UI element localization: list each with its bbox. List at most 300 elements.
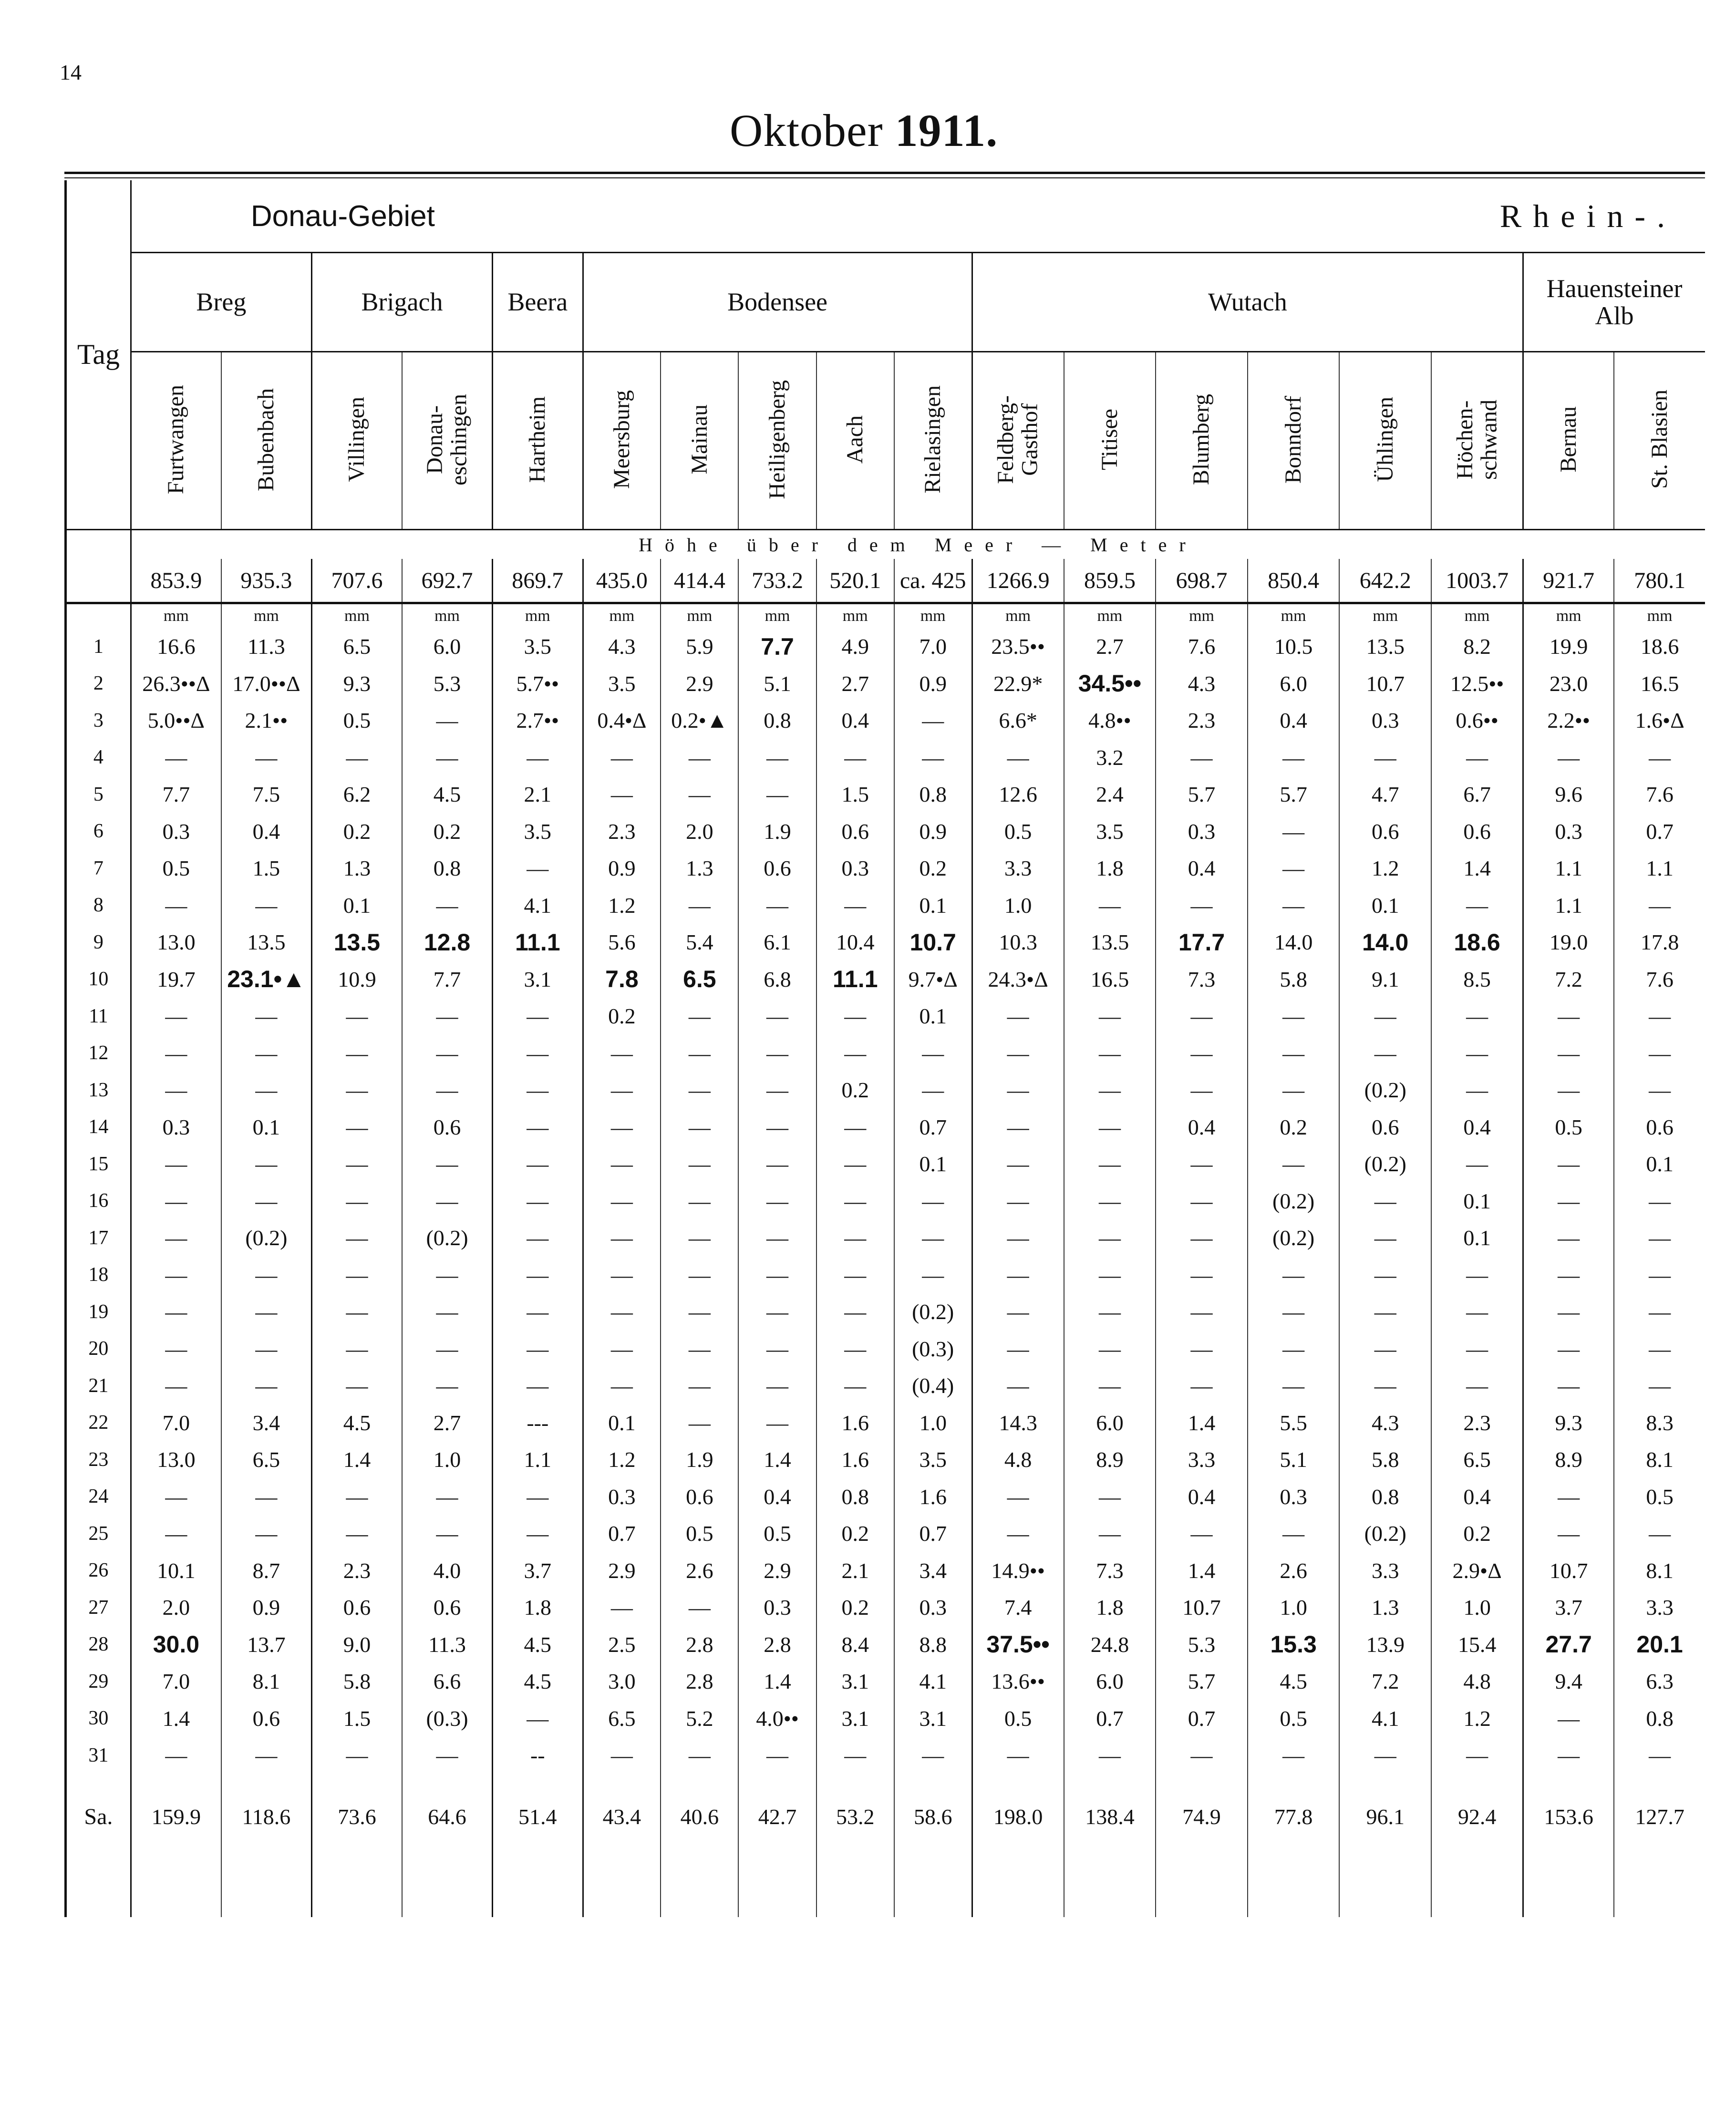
precip-value: 9.0 xyxy=(311,1626,402,1663)
sum-value: 198.0 xyxy=(972,1793,1064,1841)
precip-value: — xyxy=(738,1183,816,1220)
precip-value: 1.3 xyxy=(311,850,402,887)
precip-value: — xyxy=(221,1515,312,1552)
precip-value: — xyxy=(972,1478,1064,1516)
precip-value: — xyxy=(1248,887,1340,924)
precip-value: — xyxy=(165,1373,187,1398)
precip-value: — xyxy=(972,1331,1064,1368)
precip-value: — xyxy=(583,1257,661,1294)
station-name: Ühlingen xyxy=(1372,397,1398,482)
day-number: 8 xyxy=(66,887,131,924)
precip-value: — xyxy=(165,1521,187,1546)
precip-value: — xyxy=(402,1145,493,1183)
day-number: 13 xyxy=(66,1072,131,1109)
precip-value: 0.5 xyxy=(311,702,402,739)
precip-value: 24.8 xyxy=(1064,1626,1156,1663)
precip-value: — xyxy=(1156,1035,1248,1072)
station-elevation: 853.9 xyxy=(131,559,221,603)
precip-value: — xyxy=(1614,1367,1705,1404)
precip-value: — xyxy=(816,1183,894,1220)
precip-value: — xyxy=(493,1331,583,1368)
precip-value: — xyxy=(1064,1072,1156,1109)
precip-value: — xyxy=(972,1072,1064,1109)
precip-value: 2.3 xyxy=(1156,702,1248,739)
precip-value: 8.7 xyxy=(221,1552,312,1589)
precip-value: — xyxy=(661,1109,738,1146)
basin-header: Beera xyxy=(493,253,583,352)
precip-value: 2.1•• xyxy=(221,702,312,739)
precip-value: — xyxy=(165,1484,187,1509)
precipitation-table xyxy=(64,180,1705,1917)
precip-value: 0.7 xyxy=(894,1109,972,1146)
station-header xyxy=(1431,352,1523,530)
precip-value: 20.1 xyxy=(1614,1626,1705,1663)
day-number: 4 xyxy=(66,739,131,776)
precip-value: 3.5 xyxy=(1064,813,1156,850)
precip-value: 19.7 xyxy=(157,967,196,991)
precip-value: 1.4 xyxy=(1431,850,1523,887)
precip-value: 1.4 xyxy=(738,1663,816,1700)
precip-value: — xyxy=(1339,1367,1431,1404)
precip-value: 2.6 xyxy=(1248,1552,1340,1589)
station-elevation: 692.7 xyxy=(402,559,493,603)
day-number: 21 xyxy=(66,1367,131,1404)
precip-value: 14.3 xyxy=(972,1404,1064,1442)
precip-value: 0.4 xyxy=(1156,1478,1248,1516)
precip-value: 3.7 xyxy=(1523,1589,1614,1626)
precip-value: — xyxy=(972,998,1064,1035)
precip-value: — xyxy=(221,1293,312,1331)
region-donau: Donau-Gebiet xyxy=(131,180,972,253)
station-elevation: 921.7 xyxy=(1523,559,1614,603)
precip-value: — xyxy=(402,1515,493,1552)
precip-value: — xyxy=(1064,1478,1156,1516)
precip-value: 37.5•• xyxy=(972,1626,1064,1663)
precip-value: — xyxy=(583,1589,661,1626)
day-row xyxy=(66,1293,1705,1331)
precip-value: 5.7•• xyxy=(493,665,583,702)
station-header xyxy=(816,352,894,530)
day-row xyxy=(66,813,1705,850)
precip-value: — xyxy=(311,1367,402,1404)
precip-value: 8.9 xyxy=(1064,1441,1156,1478)
precip-value: 6.3 xyxy=(1614,1663,1705,1700)
precip-value: 7.6 xyxy=(1614,961,1705,998)
station-elevation: 642.2 xyxy=(1339,559,1431,603)
precip-value: — xyxy=(1614,1219,1705,1257)
precip-value: 0.3 xyxy=(738,1589,816,1626)
sum-label: Sa. xyxy=(66,1793,131,1841)
precip-value: — xyxy=(1156,1737,1248,1774)
precip-value: — xyxy=(1248,850,1340,887)
station-name: Feldberg- Gasthof xyxy=(993,395,1043,484)
unit-label: mm xyxy=(1156,603,1248,629)
sum-value: 118.6 xyxy=(221,1793,312,1841)
day-row xyxy=(66,1515,1705,1552)
precip-value: 5.5 xyxy=(1248,1404,1340,1442)
unit-label: mm xyxy=(221,603,312,629)
precip-value: 8.4 xyxy=(816,1626,894,1663)
precip-value: — xyxy=(1156,1219,1248,1257)
precip-value: — xyxy=(661,1589,738,1626)
precip-value: — xyxy=(402,1257,493,1294)
sum-value: 96.1 xyxy=(1339,1793,1431,1841)
precip-value: 14.0 xyxy=(1339,924,1431,961)
precip-value: 0.2 xyxy=(311,813,402,850)
day-number: 1 xyxy=(66,628,131,665)
precip-value: 0.4 xyxy=(1431,1109,1523,1146)
station-elevation: ca. 425 xyxy=(894,559,972,603)
precip-value: 5.1 xyxy=(738,665,816,702)
precip-value: 2.3 xyxy=(1431,1404,1523,1442)
precip-value: — xyxy=(972,1219,1064,1257)
precip-value: — xyxy=(493,1035,583,1072)
day-number: 12 xyxy=(66,1035,131,1072)
precip-value: 0.1 xyxy=(1431,1183,1523,1220)
precip-value: — xyxy=(738,776,816,813)
precip-value: 1.0 xyxy=(1431,1589,1523,1626)
precip-value: 0.2 xyxy=(816,1072,894,1109)
precip-value: 4.5 xyxy=(1248,1663,1340,1700)
precip-value: 9.1 xyxy=(1339,961,1431,998)
precip-value: — xyxy=(311,1035,402,1072)
precip-value: — xyxy=(1248,1257,1340,1294)
precip-value: 1.4 xyxy=(1156,1404,1248,1442)
precip-value: 10.4 xyxy=(816,924,894,961)
precip-value: 2.9 xyxy=(738,1552,816,1589)
precip-value: 2.8 xyxy=(738,1626,816,1663)
station-name: St. Blasien xyxy=(1646,390,1672,489)
precip-value: 0.4 xyxy=(221,813,312,850)
precip-value: 9.4 xyxy=(1523,1663,1614,1700)
precip-value: (0.2) xyxy=(1248,1183,1340,1220)
unit-label: mm xyxy=(1248,603,1340,629)
precip-value: 0.9 xyxy=(583,850,661,887)
precip-value: — xyxy=(221,1072,312,1109)
precip-value: — xyxy=(816,1035,894,1072)
precip-value: 0.6 xyxy=(402,1589,493,1626)
precip-value: 10.7 xyxy=(1156,1589,1248,1626)
precip-value: 13.7 xyxy=(221,1626,312,1663)
precip-value: — xyxy=(1614,887,1705,924)
precip-value: 2.8 xyxy=(661,1626,738,1663)
precip-value: — xyxy=(972,1293,1064,1331)
precip-value: 5.3 xyxy=(1156,1626,1248,1663)
precip-value: — xyxy=(661,1331,738,1368)
precip-value: — xyxy=(1339,1293,1431,1331)
day-number: 24 xyxy=(66,1478,131,1516)
station-elevation: 1003.7 xyxy=(1431,559,1523,603)
precip-value: -- xyxy=(493,1737,583,1774)
sum-value: 58.6 xyxy=(894,1793,972,1841)
station-header xyxy=(1156,352,1248,530)
sum-row xyxy=(66,1793,1705,1841)
precip-value: 7.4 xyxy=(972,1589,1064,1626)
day-number: 18 xyxy=(66,1257,131,1294)
precip-value: 0.7 xyxy=(1156,1700,1248,1737)
station-name: Titisee xyxy=(1096,409,1122,470)
precip-value: 0.3 xyxy=(1339,702,1431,739)
title-month: Oktober xyxy=(730,105,883,156)
precip-value: 15.3 xyxy=(1248,1626,1340,1663)
precip-value: 13.5 xyxy=(1064,924,1156,961)
precip-value: 13.9 xyxy=(1339,1626,1431,1663)
station-header xyxy=(311,352,402,530)
precip-value: 9.6 xyxy=(1523,776,1614,813)
day-row xyxy=(66,1367,1705,1404)
precip-value: 14.0 xyxy=(1248,924,1340,961)
precip-value: — xyxy=(1064,1737,1156,1774)
precip-value: 1.6•Δ xyxy=(1614,702,1705,739)
precip-value: 9.3 xyxy=(1523,1404,1614,1442)
precip-value: — xyxy=(1248,998,1340,1035)
precip-value: 2.3 xyxy=(583,813,661,850)
precip-value: 0.7 xyxy=(583,1515,661,1552)
precip-value: 2.1 xyxy=(816,1552,894,1589)
precip-value: — xyxy=(493,1367,583,1404)
precip-value: — xyxy=(1339,1737,1431,1774)
precip-value: — xyxy=(1523,1293,1614,1331)
day-row xyxy=(66,1109,1705,1146)
precip-value: 1.0 xyxy=(1248,1589,1340,1626)
precip-value: 0.5 xyxy=(1523,1109,1614,1146)
sum-value: 159.9 xyxy=(151,1805,201,1829)
precip-value: 2.7 xyxy=(816,665,894,702)
precip-value: 12.5•• xyxy=(1431,665,1523,702)
precip-value: — xyxy=(221,1145,312,1183)
precip-value: 6.0 xyxy=(1064,1663,1156,1700)
station-row xyxy=(66,352,1705,530)
precip-value: 0.9 xyxy=(894,665,972,702)
precip-value: 1.0 xyxy=(894,1404,972,1442)
precip-value: 1.6 xyxy=(816,1441,894,1478)
precip-value: 0.2 xyxy=(1248,1109,1340,1146)
precip-value: 0.6 xyxy=(1339,813,1431,850)
precip-value: — xyxy=(402,1478,493,1516)
station-name: Bubenbach xyxy=(253,388,279,491)
precip-value: — xyxy=(311,1737,402,1774)
precip-value: 4.5 xyxy=(402,776,493,813)
precip-value: (0.2) xyxy=(1339,1515,1431,1552)
precip-value: — xyxy=(816,887,894,924)
precip-value: — xyxy=(1064,1293,1156,1331)
precip-value: — xyxy=(1339,1183,1431,1220)
precip-value: — xyxy=(738,1219,816,1257)
precip-value: 0.4 xyxy=(816,702,894,739)
precip-value: — xyxy=(311,1257,402,1294)
precip-value: 7.3 xyxy=(1064,1552,1156,1589)
precip-value: 0.6 xyxy=(402,1109,493,1146)
precip-value: — xyxy=(165,1262,187,1287)
precip-value: 0.4 xyxy=(1156,850,1248,887)
station-header xyxy=(402,352,493,530)
precip-value: 0.5 xyxy=(738,1515,816,1552)
precip-value: 17.7 xyxy=(1156,924,1248,961)
precip-value: 23.0 xyxy=(1523,665,1614,702)
precip-value: — xyxy=(1431,998,1523,1035)
station-elevation: 859.5 xyxy=(1064,559,1156,603)
precip-value: — xyxy=(493,1183,583,1220)
precip-value: (0.2) xyxy=(1339,1145,1431,1183)
precip-value: — xyxy=(661,1145,738,1183)
precip-value: — xyxy=(221,887,312,924)
precipitation-table-frame xyxy=(64,172,1705,1927)
precip-value: 19.0 xyxy=(1523,924,1614,961)
precip-value: 11.1 xyxy=(493,924,583,961)
unit-label: mm xyxy=(661,603,738,629)
precip-value: — xyxy=(165,1226,187,1250)
precip-value: 0.1 xyxy=(894,887,972,924)
precip-value: 0.5 xyxy=(1248,1700,1340,1737)
precip-value: (0.2) xyxy=(221,1219,312,1257)
precip-value: — xyxy=(311,1293,402,1331)
unit-label: mm xyxy=(894,603,972,629)
precip-value: 5.1 xyxy=(1248,1441,1340,1478)
precip-value: — xyxy=(816,1737,894,1774)
precip-value: 0.2 xyxy=(402,813,493,850)
precip-value: — xyxy=(1064,1145,1156,1183)
precip-value: 8.9 xyxy=(1523,1441,1614,1478)
day-number: 22 xyxy=(66,1404,131,1442)
precip-value: — xyxy=(1431,1035,1523,1072)
precip-value: — xyxy=(1339,998,1431,1035)
precip-value: 17.8 xyxy=(1614,924,1705,961)
day-row xyxy=(66,1183,1705,1220)
precip-value: 3.5 xyxy=(583,665,661,702)
precip-value: — xyxy=(661,776,738,813)
sum-value: 42.7 xyxy=(738,1793,816,1841)
precip-value: — xyxy=(738,1035,816,1072)
station-name: Mainau xyxy=(686,404,712,475)
precip-value: 1.2 xyxy=(583,1441,661,1478)
station-name: Rielasingen xyxy=(920,385,945,494)
precip-value: 0.8 xyxy=(1339,1478,1431,1516)
day-number: 30 xyxy=(66,1700,131,1737)
precip-value: — xyxy=(661,1183,738,1220)
precip-value: — xyxy=(311,1109,402,1146)
precip-value: — xyxy=(493,1515,583,1552)
precip-value: 1.6 xyxy=(894,1478,972,1516)
station-header xyxy=(1614,352,1705,530)
day-row xyxy=(66,1331,1705,1368)
precip-value: 0.6 xyxy=(661,1478,738,1516)
precip-value: 13.6•• xyxy=(972,1663,1064,1700)
precip-value: 1.1 xyxy=(1614,850,1705,887)
precip-value: — xyxy=(221,1478,312,1516)
station-elevation: 935.3 xyxy=(221,559,312,603)
precip-value: — xyxy=(816,1219,894,1257)
day-number: 2 xyxy=(66,665,131,702)
precip-value: 0.7 xyxy=(1614,813,1705,850)
sum-value: 51.4 xyxy=(493,1793,583,1841)
station-name: Bernau xyxy=(1555,406,1581,473)
unit-label: mm xyxy=(1523,603,1614,629)
precip-value: — xyxy=(1156,1183,1248,1220)
precip-value: 13.5 xyxy=(1339,628,1431,665)
precip-value: — xyxy=(1614,1293,1705,1331)
precip-value: — xyxy=(493,850,583,887)
precip-value: — xyxy=(221,998,312,1035)
unit-label: mm xyxy=(163,607,189,625)
precip-value: 0.1 xyxy=(583,1404,661,1442)
precip-value: 30.0 xyxy=(153,1631,200,1658)
precip-value: — xyxy=(493,1478,583,1516)
day-row xyxy=(66,1478,1705,1516)
precip-value: 3.1 xyxy=(816,1700,894,1737)
unit-label: mm xyxy=(1431,603,1523,629)
precip-value: 3.1 xyxy=(493,961,583,998)
unit-label: mm xyxy=(493,603,583,629)
precip-value: 2.0 xyxy=(162,1595,190,1620)
precip-value: — xyxy=(1614,1331,1705,1368)
precip-value: 0.5 xyxy=(972,1700,1064,1737)
precip-value: — xyxy=(493,1109,583,1146)
precip-value: — xyxy=(1614,1072,1705,1109)
precip-value: 0.4•Δ xyxy=(583,702,661,739)
precip-value: — xyxy=(583,1331,661,1368)
day-row xyxy=(66,628,1705,665)
precip-value: 12.6 xyxy=(972,776,1064,813)
precip-value: — xyxy=(493,1700,583,1737)
precip-value: — xyxy=(738,887,816,924)
precip-value: — xyxy=(311,998,402,1035)
station-elevation: 780.1 xyxy=(1614,559,1705,603)
precip-value: — xyxy=(1156,1515,1248,1552)
precip-value: — xyxy=(165,1300,187,1324)
precip-value: 7.2 xyxy=(1339,1663,1431,1700)
station-elevation: 707.6 xyxy=(311,559,402,603)
precip-value: — xyxy=(1248,1737,1340,1774)
precip-value: — xyxy=(1156,1145,1248,1183)
station-header xyxy=(583,352,661,530)
precip-value: — xyxy=(221,1737,312,1774)
precip-value: — xyxy=(221,1257,312,1294)
precip-value: — xyxy=(972,1035,1064,1072)
precip-value: — xyxy=(1156,739,1248,776)
precip-value: — xyxy=(816,1109,894,1146)
precip-value: — xyxy=(221,1367,312,1404)
precip-value: — xyxy=(165,1743,187,1768)
precip-value: (0.2) xyxy=(894,1293,972,1331)
precip-value: 0.3 xyxy=(583,1478,661,1516)
precip-value: 0.6•• xyxy=(1431,702,1523,739)
day-row xyxy=(66,776,1705,813)
precip-value: 0.8 xyxy=(894,776,972,813)
precip-value: — xyxy=(1064,1109,1156,1146)
precip-value: — xyxy=(1614,1515,1705,1552)
sum-value: 43.4 xyxy=(583,1793,661,1841)
precip-value: — xyxy=(583,1183,661,1220)
precip-value: 0.3 xyxy=(162,819,190,844)
precip-value: 0.7 xyxy=(1064,1700,1156,1737)
precip-value: 6.0 xyxy=(402,628,493,665)
basin-header: Breg xyxy=(131,253,311,352)
precip-value: — xyxy=(1339,739,1431,776)
precip-value: 2.3 xyxy=(311,1552,402,1589)
precip-value: — xyxy=(311,739,402,776)
day-row xyxy=(66,1257,1705,1294)
day-row xyxy=(66,1404,1705,1442)
day-number: 16 xyxy=(66,1183,131,1220)
precip-value: — xyxy=(311,1219,402,1257)
precip-value: 4.1 xyxy=(1339,1700,1431,1737)
precip-value: 24.3•Δ xyxy=(972,961,1064,998)
precip-value: 10.7 xyxy=(894,924,972,961)
precip-value: 6.5 xyxy=(583,1700,661,1737)
precip-value: 1.9 xyxy=(738,813,816,850)
station-header xyxy=(1339,352,1431,530)
precip-value: 1.5 xyxy=(311,1700,402,1737)
